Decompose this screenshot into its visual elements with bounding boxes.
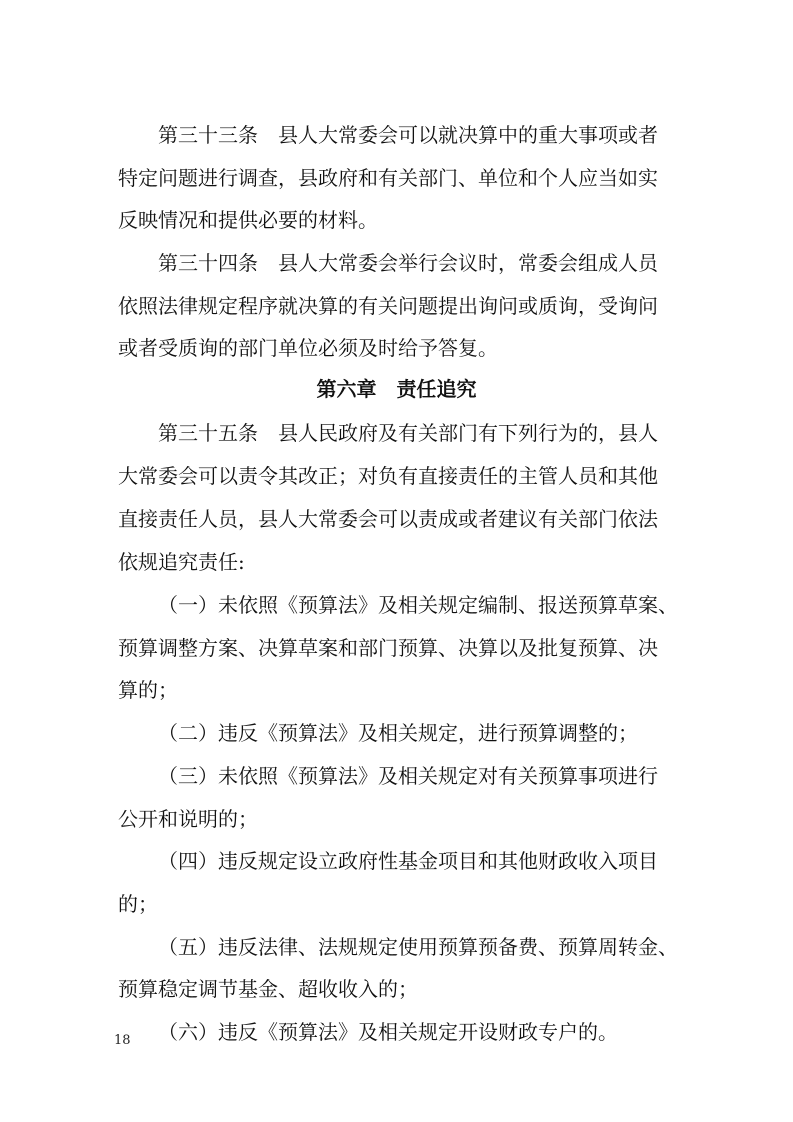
article-34-line-1: 第三十四条 县人大常委会举行会议时，常委会组成人员 <box>158 251 658 275</box>
article-34-line-3: 或者受质询的部门单位必须及时给予答复。 <box>118 336 498 360</box>
item-1-line-3: 算的； <box>118 678 178 702</box>
article-35-line-2: 大常委会可以责令其改正；对负有直接责任的主管人员和其他 <box>118 464 658 488</box>
article-35-line-3: 直接责任人员，县人大常委会可以责成或者建议有关部门依法 <box>118 507 658 531</box>
article-34-line-2: 依照法律规定程序就决算的有关问题提出询问或质询，受询问 <box>118 294 658 318</box>
article-33-line-1: 第三十三条 县人大常委会可以就决算中的重大事项或者 <box>158 123 658 147</box>
item-5-line-1: （五）违反法律、法规规定使用预算预备费、预算周转金、 <box>158 935 678 959</box>
chapter-heading: 第六章 责任追究 <box>316 377 477 401</box>
item-4-line-2: 的； <box>118 892 158 916</box>
item-2-line-1: （二）违反《预算法》及相关规定，进行预算调整的； <box>158 721 638 745</box>
article-33-line-2: 特定问题进行调查，县政府和有关部门、单位和个人应当如实 <box>118 166 658 190</box>
item-3-line-1: （三）未依照《预算法》及相关规定对有关预算事项进行 <box>158 764 658 788</box>
article-35-line-1: 第三十五条 县人民政府及有关部门有下列行为的，县人 <box>158 421 658 445</box>
item-4-line-1: （四）违反规定设立政府性基金项目和其他财政收入项目 <box>158 849 658 873</box>
item-1-line-2: 预算调整方案、决算草案和部门预算、决算以及批复预算、决 <box>118 636 658 660</box>
article-33-line-3: 反映情况和提供必要的材料。 <box>118 208 378 232</box>
item-3-line-2: 公开和说明的； <box>118 807 258 831</box>
page-number: 18 <box>114 1033 131 1048</box>
item-6-line-1: （六）违反《预算法》及相关规定开设财政专户的。 <box>158 1020 618 1044</box>
item-5-line-2: 预算稳定调节基金、超收收入的； <box>118 977 418 1001</box>
article-35-line-4: 依规追究责任: <box>118 550 245 574</box>
item-1-line-1: （一）未依照《预算法》及相关规定编制、报送预算草案、 <box>158 593 678 617</box>
